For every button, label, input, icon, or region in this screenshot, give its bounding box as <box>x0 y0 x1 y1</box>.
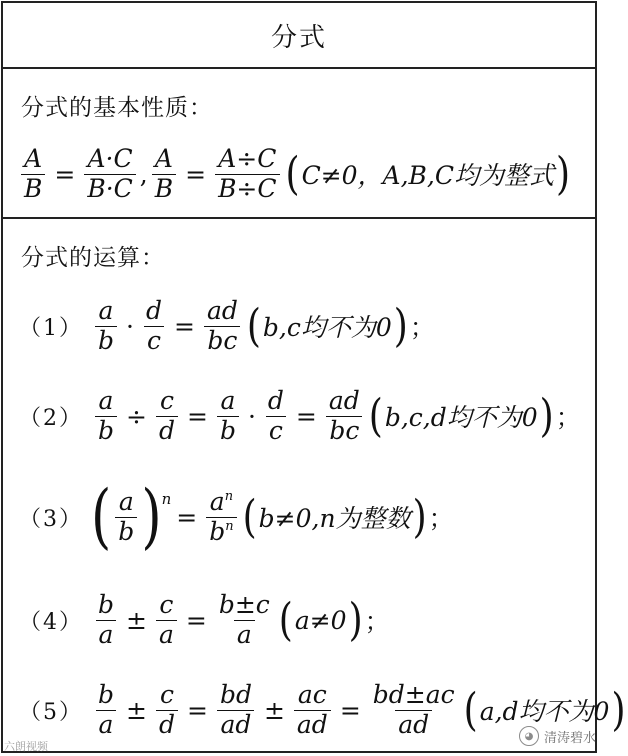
condition-text: a≠0 <box>294 605 347 635</box>
operations-heading: 分式的运算： <box>21 245 165 271</box>
rule-5: （5） $\frac{b}{a}$ ± $\frac{c}{d}$ = $\frac{bd}{ad}$ ± $\frac{ac}{ad}$ = $\frac{bd\pm ac}{ad}$ ( a,d均不为0 ) <box>19 680 626 739</box>
fraction: $\frac{A\div C}{B\div C}$ <box>215 145 279 204</box>
condition-text: b≠0,n为整数 <box>258 504 411 533</box>
fraction: $\frac{A\cdot C}{B\cdot C}$ <box>84 145 135 204</box>
basic-properties-section <box>3 69 595 219</box>
condition-text: C≠0，A,B,C均为整式 <box>301 161 554 191</box>
rule-1: （1） $\frac{a}{b}$ · $\frac{d}{c}$ = $\frac{ad}{bc}$ ( b,c均不为0 ) ； <box>19 296 435 355</box>
condition-text: b,c均不为0 <box>262 313 392 343</box>
condition-text: b,c,d均不为0 <box>384 403 538 433</box>
formula-table <box>1 1 626 753</box>
basic-properties-heading: 分式的基本性质： <box>21 95 213 121</box>
rule-4: （4） $\frac{b}{a}$ ± $\frac{c}{a}$ = $\frac{b\pm c}{a}$ ( a≠0 ) ； <box>19 590 390 649</box>
table-title <box>3 3 595 69</box>
watermark-left-text: 六朗视频 <box>4 740 48 753</box>
watermark-left <box>4 738 48 754</box>
rule-2: （2） $\frac{a}{b}$ ÷ $\frac{c}{d}$ = $\frac{a}{b}$ · $\frac{d}{c}$ = $\frac{ad}{bc}$ ( b,c,d均不为0 ) ； <box>19 386 581 445</box>
fraction: $\frac{A}{B}$ <box>21 145 45 204</box>
watermark <box>519 726 596 746</box>
watermark-text: 清涛碧水 <box>543 730 596 746</box>
condition-text: a,d均不为0 <box>479 697 610 727</box>
title-text: 分式 <box>270 22 327 53</box>
wechat-icon: ◕ <box>519 726 539 746</box>
rule-3: （3） ( $\frac{a}{b}$ ) n = $\frac{a^n}{b^n}$ ( b≠0,n为整数 ) ； <box>19 476 454 558</box>
basic-properties-formula: $\frac{A}{B}$ = $\frac{A\cdot C}{B\cdot C}$ , $\frac{A}{B}$ = $\frac{A\div C}{B\div C}$ ( C≠0，A,B,C均为整式 ) <box>17 145 572 204</box>
operations-section <box>3 219 626 751</box>
fraction: $\frac{A}{B}$ <box>152 145 176 204</box>
